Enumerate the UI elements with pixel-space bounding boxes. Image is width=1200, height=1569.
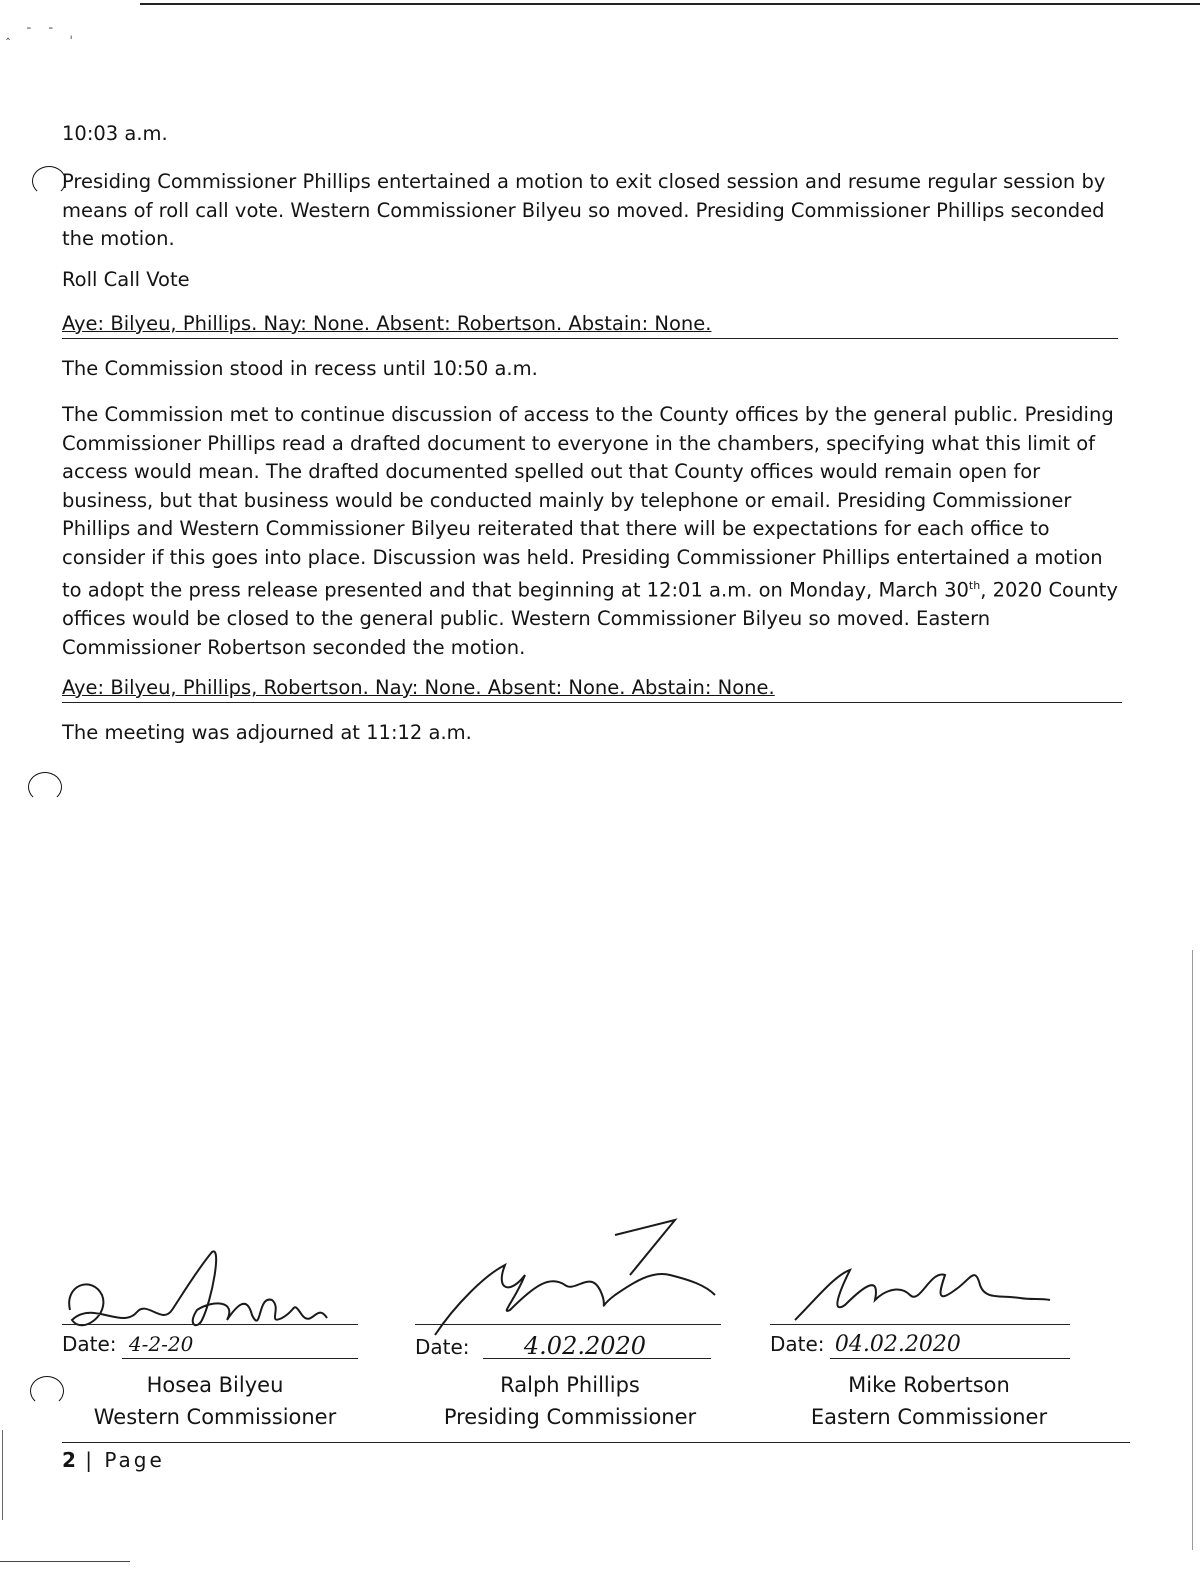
hole-punch-mark	[28, 772, 62, 802]
top-edge-rule	[140, 3, 1200, 5]
access-paragraph-part-2: , 2020 County offices would be closed to the general public. Western Commissioner Bilyeu so moved. Eastern Commissioner Robertson seconded the motion.	[62, 578, 1118, 659]
signature-line	[62, 1324, 358, 1325]
hole-punch-mark	[30, 1376, 64, 1406]
handwritten-signature-phillips	[415, 1215, 725, 1350]
access-paragraph-part-1: The Commission met to continue discussion of access to the County offices by the general public. Presiding Commissioner Phillips read a drafted document to everyone in the chambers, specifying what this limit of access would mean. The drafted documented spelled out that County offices would remain open for business, but that business would be conducted mainly by telephone or email. Presiding Commissioner Phillips and Western Commissioner Bilyeu reiterated that there will be expectations for each office to consider if this goes into place. Discussion was held. Presiding Commissioner Phillips entertained a motion to adopt the press release presented and that beginning at 12:01 a.m. on Monday, March 30	[62, 403, 1114, 602]
ordinal-suffix: th	[968, 579, 981, 592]
date-underline	[483, 1358, 711, 1359]
scan-edge-bottom	[0, 1561, 130, 1562]
signer-name: Ralph Phillips	[500, 1373, 640, 1397]
session-time: 10:03 a.m.	[62, 122, 168, 145]
hole-punch-mark	[32, 166, 66, 196]
signature-line	[415, 1324, 721, 1325]
vote-record-1	[62, 312, 1118, 339]
vote-record-2	[62, 676, 1122, 703]
signature-block-robertson	[770, 1260, 1080, 1430]
scan-specks: ‸ ˉ ˉ ˌ	[6, 26, 79, 40]
handwritten-date: 4.02.2020	[523, 1332, 647, 1360]
access-discussion-paragraph	[62, 401, 1124, 662]
scan-edge-left	[2, 1430, 3, 1520]
signature-line	[770, 1324, 1070, 1325]
date-underline	[830, 1358, 1070, 1359]
signer-name: Mike Robertson	[848, 1373, 1010, 1397]
handwritten-date: 4-2-20	[128, 1332, 194, 1356]
recess-line: The Commission stood in recess until 10:50 a.m.	[62, 357, 538, 380]
vote-record-2-text: Aye: Bilyeu, Phillips, Robertson. Nay: None. Absent: None. Abstain: None.	[62, 676, 775, 699]
handwritten-date: 04.02.2020	[834, 1332, 961, 1357]
signer-title: Western Commissioner	[93, 1405, 337, 1429]
date-row-phillips	[415, 1332, 646, 1360]
vote-record-1-text: Aye: Bilyeu, Phillips. Nay: None. Absent: Robertson. Abstain: None.	[62, 312, 712, 335]
adjournment-line: The meeting was adjourned at 11:12 a.m.	[62, 721, 472, 744]
closed-session-paragraph: Presiding Commissioner Phillips entertained a motion to exit closed session and resume regular session by means of roll call vote. Western Commissioner Bilyeu so moved. Presiding Commissioner Phillips seconded the motion.	[62, 170, 1106, 250]
footer-separator: |	[85, 1448, 96, 1472]
page-footer	[62, 1448, 165, 1472]
page-word: Page	[104, 1448, 165, 1472]
date-row-bilyeu	[62, 1332, 193, 1356]
signer-title: Presiding Commissioner	[443, 1405, 697, 1429]
signature-block-bilyeu	[62, 1240, 362, 1430]
page-number: 2	[62, 1448, 76, 1472]
date-label: Date:	[415, 1335, 470, 1359]
signature-block-phillips	[415, 1215, 725, 1430]
signer-title: Eastern Commissioner	[810, 1405, 1048, 1429]
signer-name: Hosea Bilyeu	[146, 1373, 284, 1397]
footer-rule	[62, 1442, 1130, 1443]
date-underline	[122, 1358, 358, 1359]
scan-edge-right	[1192, 950, 1193, 1550]
date-label: Date:	[770, 1332, 825, 1356]
date-row-robertson	[770, 1332, 961, 1357]
roll-call-label: Roll Call Vote	[62, 268, 190, 291]
date-label: Date:	[62, 1332, 117, 1356]
handwritten-signature-robertson	[770, 1260, 1080, 1330]
